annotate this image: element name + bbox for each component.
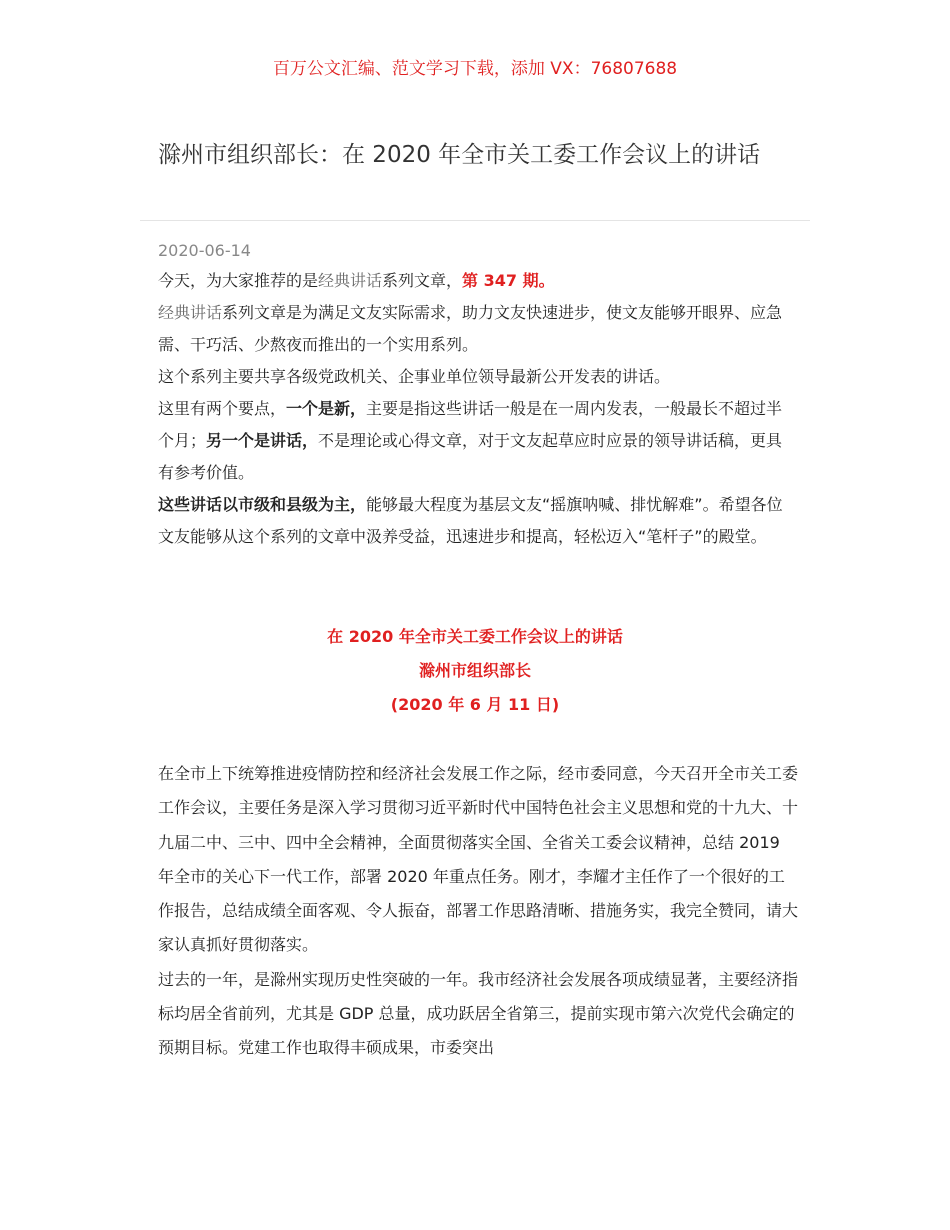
speech-title: 在 2020 年全市关工委工作会议上的讲话 [327,627,623,646]
intro-text: 能够最大程度为基层文友“摇旗呐喊、排忧解难”。希望各位文友能够从这个系列的文章中汲养受益，迅速进步和提高，轻松迈入“笔杆子”的殿堂。 [158,495,783,546]
publish-date: 2020-06-14 [158,241,251,260]
intro-paragraph-3: 这个系列主要共享各级党政机关、企事业单位领导最新公开发表的讲话。 [158,367,671,386]
intro-section [158,265,798,553]
intro-paragraph-5 [158,489,798,553]
intro-paragraph-4 [158,393,798,489]
key-point-speech: 另一个是讲话， [206,431,319,450]
intro-paragraph-2 [158,297,798,361]
intro-text: 系列文章是为满足文友实际需求，助力文友快速进步，使文友能够开眼界、应急需、干巧活、少熬夜而推出的一个实用系列。 [158,303,783,354]
body-paragraph-2: 过去的一年，是滁州实现历史性突破的一年。我市经济社会发展各项成绩显著，主要经济指标均居全省前列，尤其是 GDP 总量，成功跃居全省第三，提前实现市第六次党代会确定的预期目标。党建工作也取得丰硕成果，市委突出 [158,969,799,1058]
intro-text: 主要是指这些讲话一般是在一周内发表，一般最长不超过半个月； [158,399,783,450]
intro-text: 这里有两个要点， [158,399,287,418]
intro-paragraph-1 [158,265,798,297]
series-name: 经典讲话 [158,303,223,322]
speech-speaker: 滁州市组织部长 [418,661,531,680]
issue-number: 第 347 期。 [462,271,555,290]
speech-date: (2020 年 6 月 11 日) [390,695,560,714]
intro-text: 系列文章， [382,271,463,290]
body-paragraph-1: 在全市上下统筹推进疫情防控和经济社会发展工作之际，经市委同意，今天召开全市关工委工作会议，主要任务是深入学习贯彻习近平新时代中国特色社会主义思想和党的十九大、十九届二中、三中、四中全会精神，全面贯彻落实全国、全省关工委会议精神，总结 2019 年全市的关心下一代工作，部署 2020 年重点任务。刚才，李耀才主任作了一个很好的工作报告，总结成绩全面客观、令人振奋，部署工作思路清晰、措施务实，我完全赞同，请大家认真抓好贯彻落实。 [158,764,799,955]
speech-body [158,757,798,1066]
download-banner: 百万公文汇编、范文学习下载，添加 VX：76807688 [272,59,678,79]
series-name: 经典讲话 [318,271,383,290]
title-divider [140,220,810,221]
intro-text: 今天，为大家推荐的是 [158,271,319,290]
intro-text: 不是理论或心得文章，对于文友起草应时应景的领导讲话稿，更具有参考价值。 [158,431,783,482]
key-point-new: 一个是新， [286,399,367,418]
key-point-level: 这些讲话以市级和县级为主， [158,495,367,514]
article-title: 滁州市组织部长：在 2020 年全市关工委工作会议上的讲话 [158,142,761,168]
speech-heading [0,620,950,722]
